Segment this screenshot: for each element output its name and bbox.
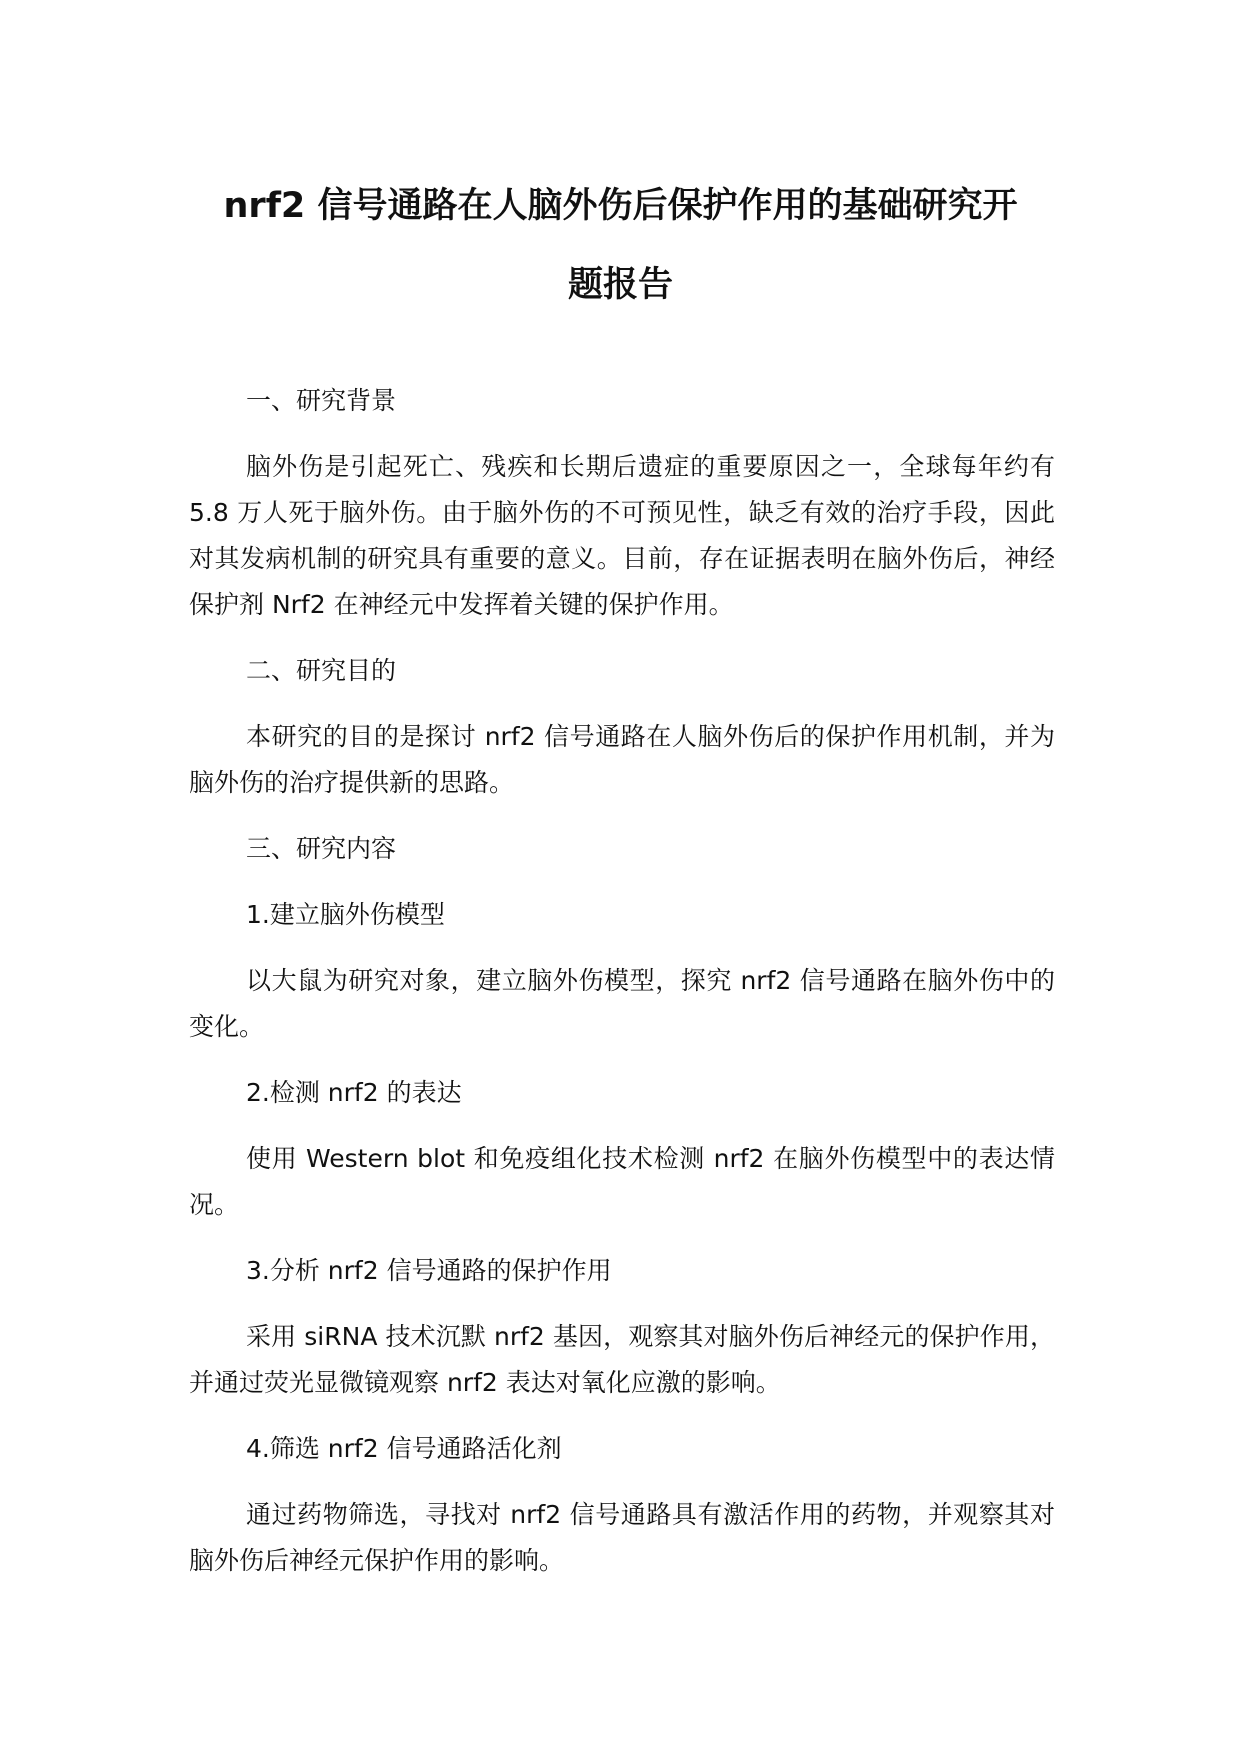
document-title-line-2: 题报告 [567,265,673,305]
section-heading-background: 一、研究背景 [246,386,397,415]
section-heading-content: 三、研究内容 [246,834,397,863]
subheading-detection: 2.检测 nrf2 的表达 [246,1078,462,1107]
document-title-line-1: nrf2 信号通路在人脑外伤后保护作用的基础研究开 [223,186,1018,226]
paragraph-screening: 通过药物筛选，寻找对 nrf2 信号通路具有激活作用的药物，并观察其对脑外伤后神经元保护作用的影响。 [189,1500,1055,1575]
paragraph-purpose: 本研究的目的是探讨 nrf2 信号通路在人脑外伤后的保护作用机制，并为脑外伤的治疗提供新的思路。 [189,722,1055,797]
document-body [189,378,1055,1584]
section-heading-purpose: 二、研究目的 [246,656,397,685]
paragraph-model: 以大鼠为研究对象，建立脑外伤模型，探究 nrf2 信号通路在脑外伤中的变化。 [189,966,1055,1041]
subheading-model: 1.建立脑外伤模型 [246,900,445,929]
paragraph-detection: 使用 Western blot 和免疫组化技术检测 nrf2 在脑外伤模型中的表达情况。 [189,1144,1055,1219]
subheading-screening: 4.筛选 nrf2 信号通路活化剂 [246,1434,562,1463]
subheading-analysis: 3.分析 nrf2 信号通路的保护作用 [246,1256,612,1285]
paragraph-background: 脑外伤是引起死亡、残疾和长期后遗症的重要原因之一，全球每年约有 5.8 万人死于脑外伤。由于脑外伤的不可预见性，缺乏有效的治疗手段，因此对其发病机制的研究具有重要的意义。目前，存在证据表明在脑外伤后，神经保护剂 Nrf2 在神经元中发挥着关键的保护作用。 [189,452,1055,619]
paragraph-analysis: 采用 siRNA 技术沉默 nrf2 基因，观察其对脑外伤后神经元的保护作用，并通过荧光显微镜观察 nrf2 表达对氧化应激的影响。 [189,1322,1055,1397]
